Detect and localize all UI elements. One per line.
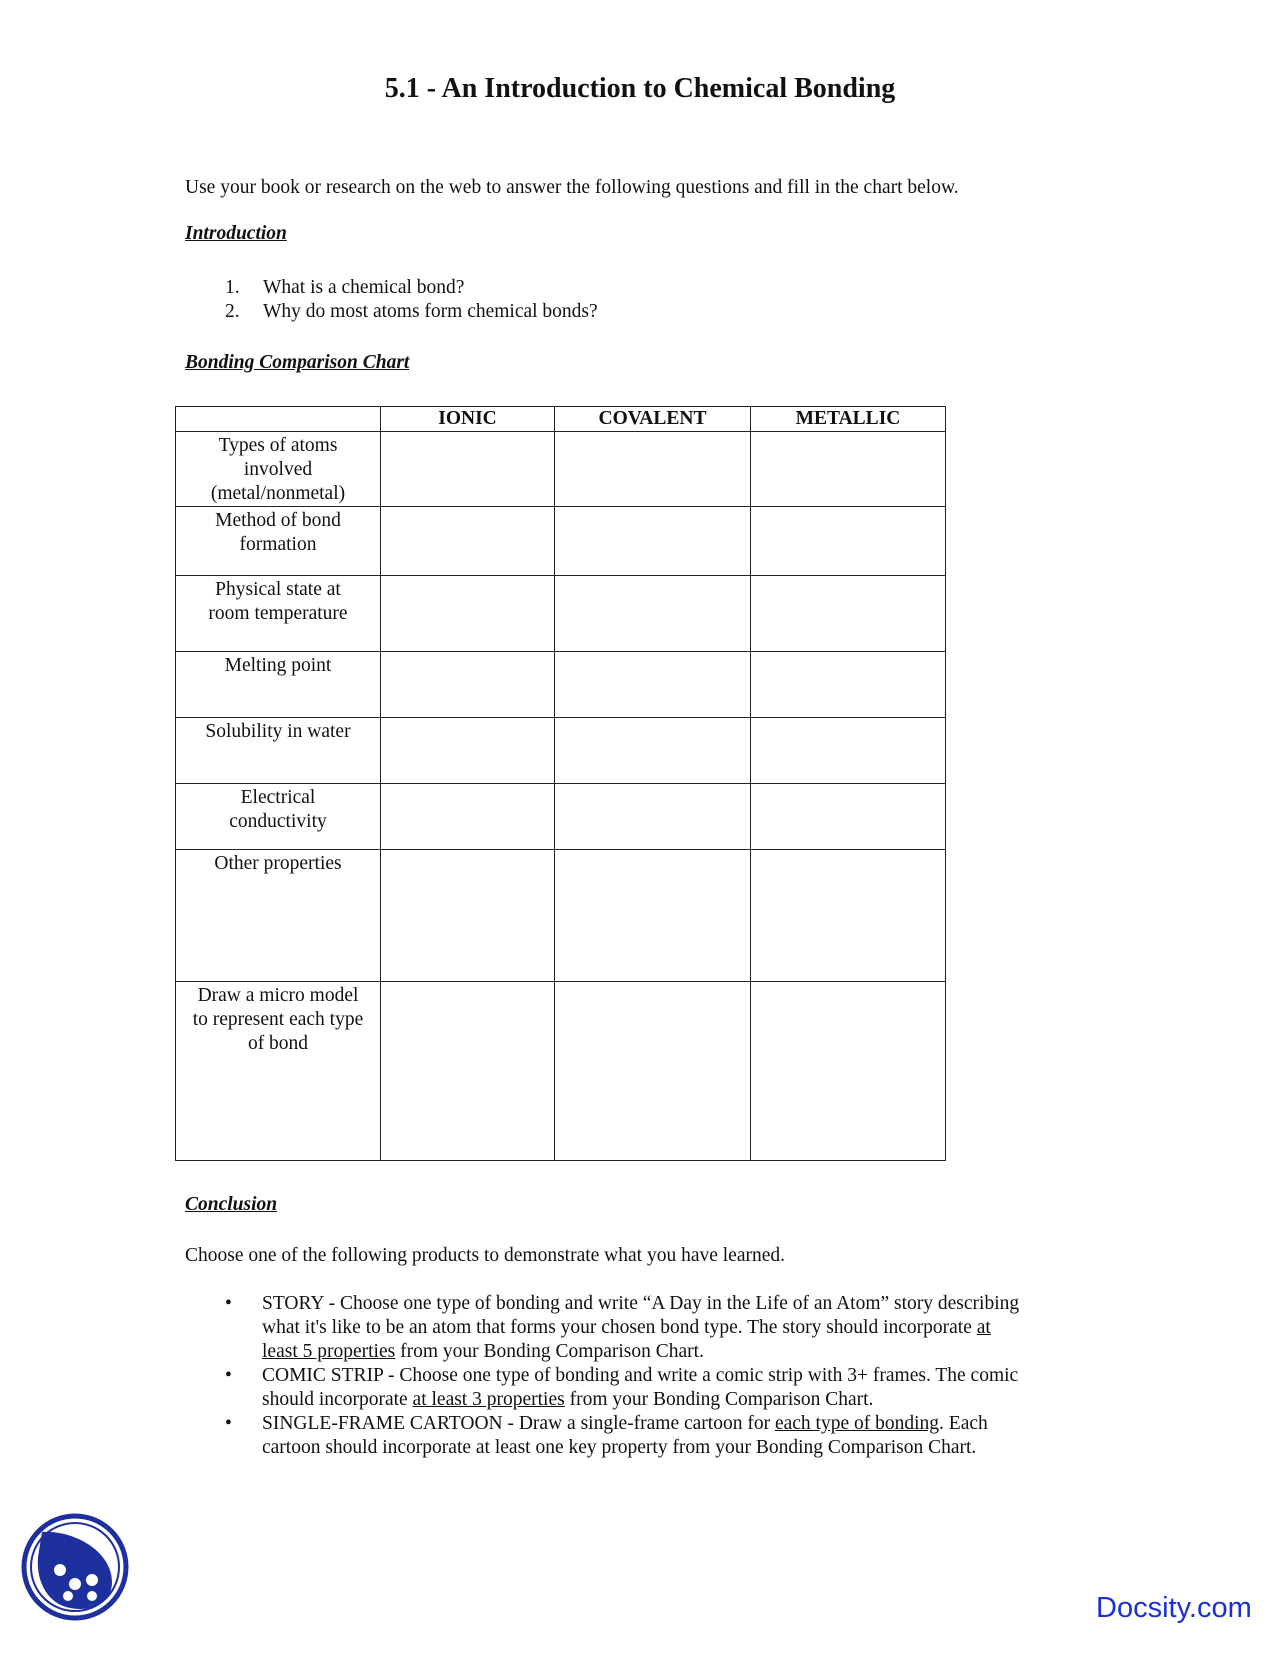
- list-item: [225, 1412, 1085, 1460]
- question-number: 1.: [225, 277, 240, 298]
- item-line: COMIC STRIP - Choose one type of bonding and write a comic strip with 3+ frames. The comic: [262, 1365, 1019, 1386]
- bullet-icon: •: [225, 1365, 232, 1386]
- row-label-line: formation: [239, 534, 317, 555]
- answer-cell-ionic[interactable]: [381, 432, 555, 507]
- page-title: 5.1 - An Introduction to Chemical Bonding: [384, 73, 896, 104]
- answer-cell-metallic[interactable]: [751, 718, 946, 784]
- conclusion-intro: Choose one of the following products to demonstrate what you have learned.: [185, 1245, 786, 1266]
- item-text: from your Bonding Comparison Chart.: [395, 1341, 704, 1362]
- table-row: [176, 784, 946, 850]
- row-label-types-of-atoms: [176, 432, 381, 507]
- row-label-line: of bond: [247, 1033, 309, 1054]
- list-item: [225, 1292, 1085, 1364]
- row-label-electrical-conductivity: [176, 784, 381, 850]
- row-label-line: Physical state at: [215, 579, 341, 600]
- question-item: [225, 276, 598, 300]
- list-item: [225, 1364, 1085, 1412]
- answer-cell-covalent[interactable]: [555, 784, 751, 850]
- question-number: 2.: [225, 301, 240, 322]
- question-item: [225, 300, 598, 324]
- row-label-line: Electrical: [240, 787, 316, 808]
- row-label-line: Method of bond: [215, 510, 341, 531]
- item-line: cartoon should incorporate at least one key property from your Bonding Comparison Chart.: [262, 1437, 977, 1458]
- bonding-comparison-table: [175, 406, 946, 1161]
- item-line: [262, 1412, 1085, 1436]
- table-row: [176, 652, 946, 718]
- answer-cell-ionic[interactable]: [381, 652, 555, 718]
- answer-cell-ionic[interactable]: [381, 718, 555, 784]
- answer-cell-covalent[interactable]: [555, 507, 751, 576]
- answer-cell-ionic[interactable]: [381, 850, 555, 982]
- answer-cell-covalent[interactable]: [555, 652, 751, 718]
- row-label-line: Other properties: [214, 853, 342, 874]
- item-text: should incorporate: [262, 1389, 413, 1410]
- row-label-line: Solubility in water: [205, 721, 351, 742]
- bullet-icon: •: [225, 1293, 232, 1314]
- row-label-line: (metal/nonmetal): [210, 483, 346, 504]
- row-label-other-properties: [176, 850, 381, 982]
- column-header-covalent: COVALENT: [555, 407, 751, 432]
- row-label-line: to represent each type: [192, 1009, 364, 1030]
- table-row: [176, 982, 946, 1161]
- table-row: [176, 432, 946, 507]
- table-row: [176, 576, 946, 652]
- docsity-brand-link[interactable]: Docsity.com: [1096, 1592, 1252, 1624]
- item-text: SINGLE-FRAME CARTOON - Draw a single-frame cartoon for: [262, 1413, 775, 1434]
- answer-cell-metallic[interactable]: [751, 982, 946, 1161]
- answer-cell-metallic[interactable]: [751, 652, 946, 718]
- product-options-list: [225, 1292, 1085, 1460]
- answer-cell-ionic[interactable]: [381, 576, 555, 652]
- header-blank-cell: [176, 407, 381, 432]
- question-list: [225, 276, 598, 324]
- row-label-line: involved: [243, 459, 313, 480]
- chart-heading: Bonding Comparison Chart: [185, 352, 410, 373]
- instructions-text: Use your book or research on the web to answer the following questions and fill in the chart below.: [185, 177, 959, 198]
- question-text: Why do most atoms form chemical bonds?: [263, 301, 598, 322]
- table-row: [176, 850, 946, 982]
- answer-cell-covalent[interactable]: [555, 718, 751, 784]
- item-text: what it's like to be an atom that forms your chosen bond type. The story should incorporate: [262, 1317, 977, 1338]
- underlined-text: at least 3 properties: [412, 1389, 565, 1410]
- answer-cell-covalent[interactable]: [555, 432, 751, 507]
- table-header-row: [176, 407, 946, 432]
- item-line: STORY - Choose one type of bonding and write “A Day in the Life of an Atom” story describing: [262, 1293, 1020, 1314]
- row-label-line: conductivity: [229, 811, 327, 832]
- answer-cell-covalent[interactable]: [555, 850, 751, 982]
- row-label-line: Draw a micro model: [197, 985, 359, 1006]
- item-text: . Each: [939, 1413, 988, 1434]
- answer-cell-metallic[interactable]: [751, 507, 946, 576]
- answer-cell-metallic[interactable]: [751, 784, 946, 850]
- conclusion-heading: Conclusion: [185, 1194, 278, 1215]
- item-line: [262, 1340, 1085, 1364]
- item-line: [262, 1388, 1085, 1412]
- row-label-physical-state: [176, 576, 381, 652]
- item-line: [262, 1316, 1085, 1340]
- column-header-ionic: IONIC: [381, 407, 555, 432]
- bullet-icon: •: [225, 1413, 232, 1434]
- underlined-text: at: [976, 1317, 991, 1338]
- introduction-heading: Introduction: [185, 223, 287, 244]
- table-row: [176, 507, 946, 576]
- answer-cell-ionic[interactable]: [381, 507, 555, 576]
- row-label-micro-model: [176, 982, 381, 1161]
- table-row: [176, 718, 946, 784]
- item-text: from your Bonding Comparison Chart.: [564, 1389, 874, 1410]
- row-label-line: Melting point: [224, 655, 332, 676]
- row-label-line: Types of atoms: [218, 435, 338, 456]
- answer-cell-covalent[interactable]: [555, 982, 751, 1161]
- row-label-line: room temperature: [208, 603, 348, 624]
- answer-cell-ionic[interactable]: [381, 982, 555, 1161]
- row-label-melting-point: [176, 652, 381, 718]
- answer-cell-metallic[interactable]: [751, 850, 946, 982]
- row-label-solubility: [176, 718, 381, 784]
- underlined-text: least 5 properties: [262, 1341, 396, 1362]
- answer-cell-metallic[interactable]: [751, 576, 946, 652]
- answer-cell-metallic[interactable]: [751, 432, 946, 507]
- underlined-text: each type of bonding: [774, 1413, 940, 1434]
- docsity-logo-icon[interactable]: [20, 1512, 130, 1622]
- column-header-metallic: METALLIC: [751, 407, 946, 432]
- row-label-method-of-bond-formation: [176, 507, 381, 576]
- question-text: What is a chemical bond?: [263, 277, 465, 298]
- answer-cell-covalent[interactable]: [555, 576, 751, 652]
- answer-cell-ionic[interactable]: [381, 784, 555, 850]
